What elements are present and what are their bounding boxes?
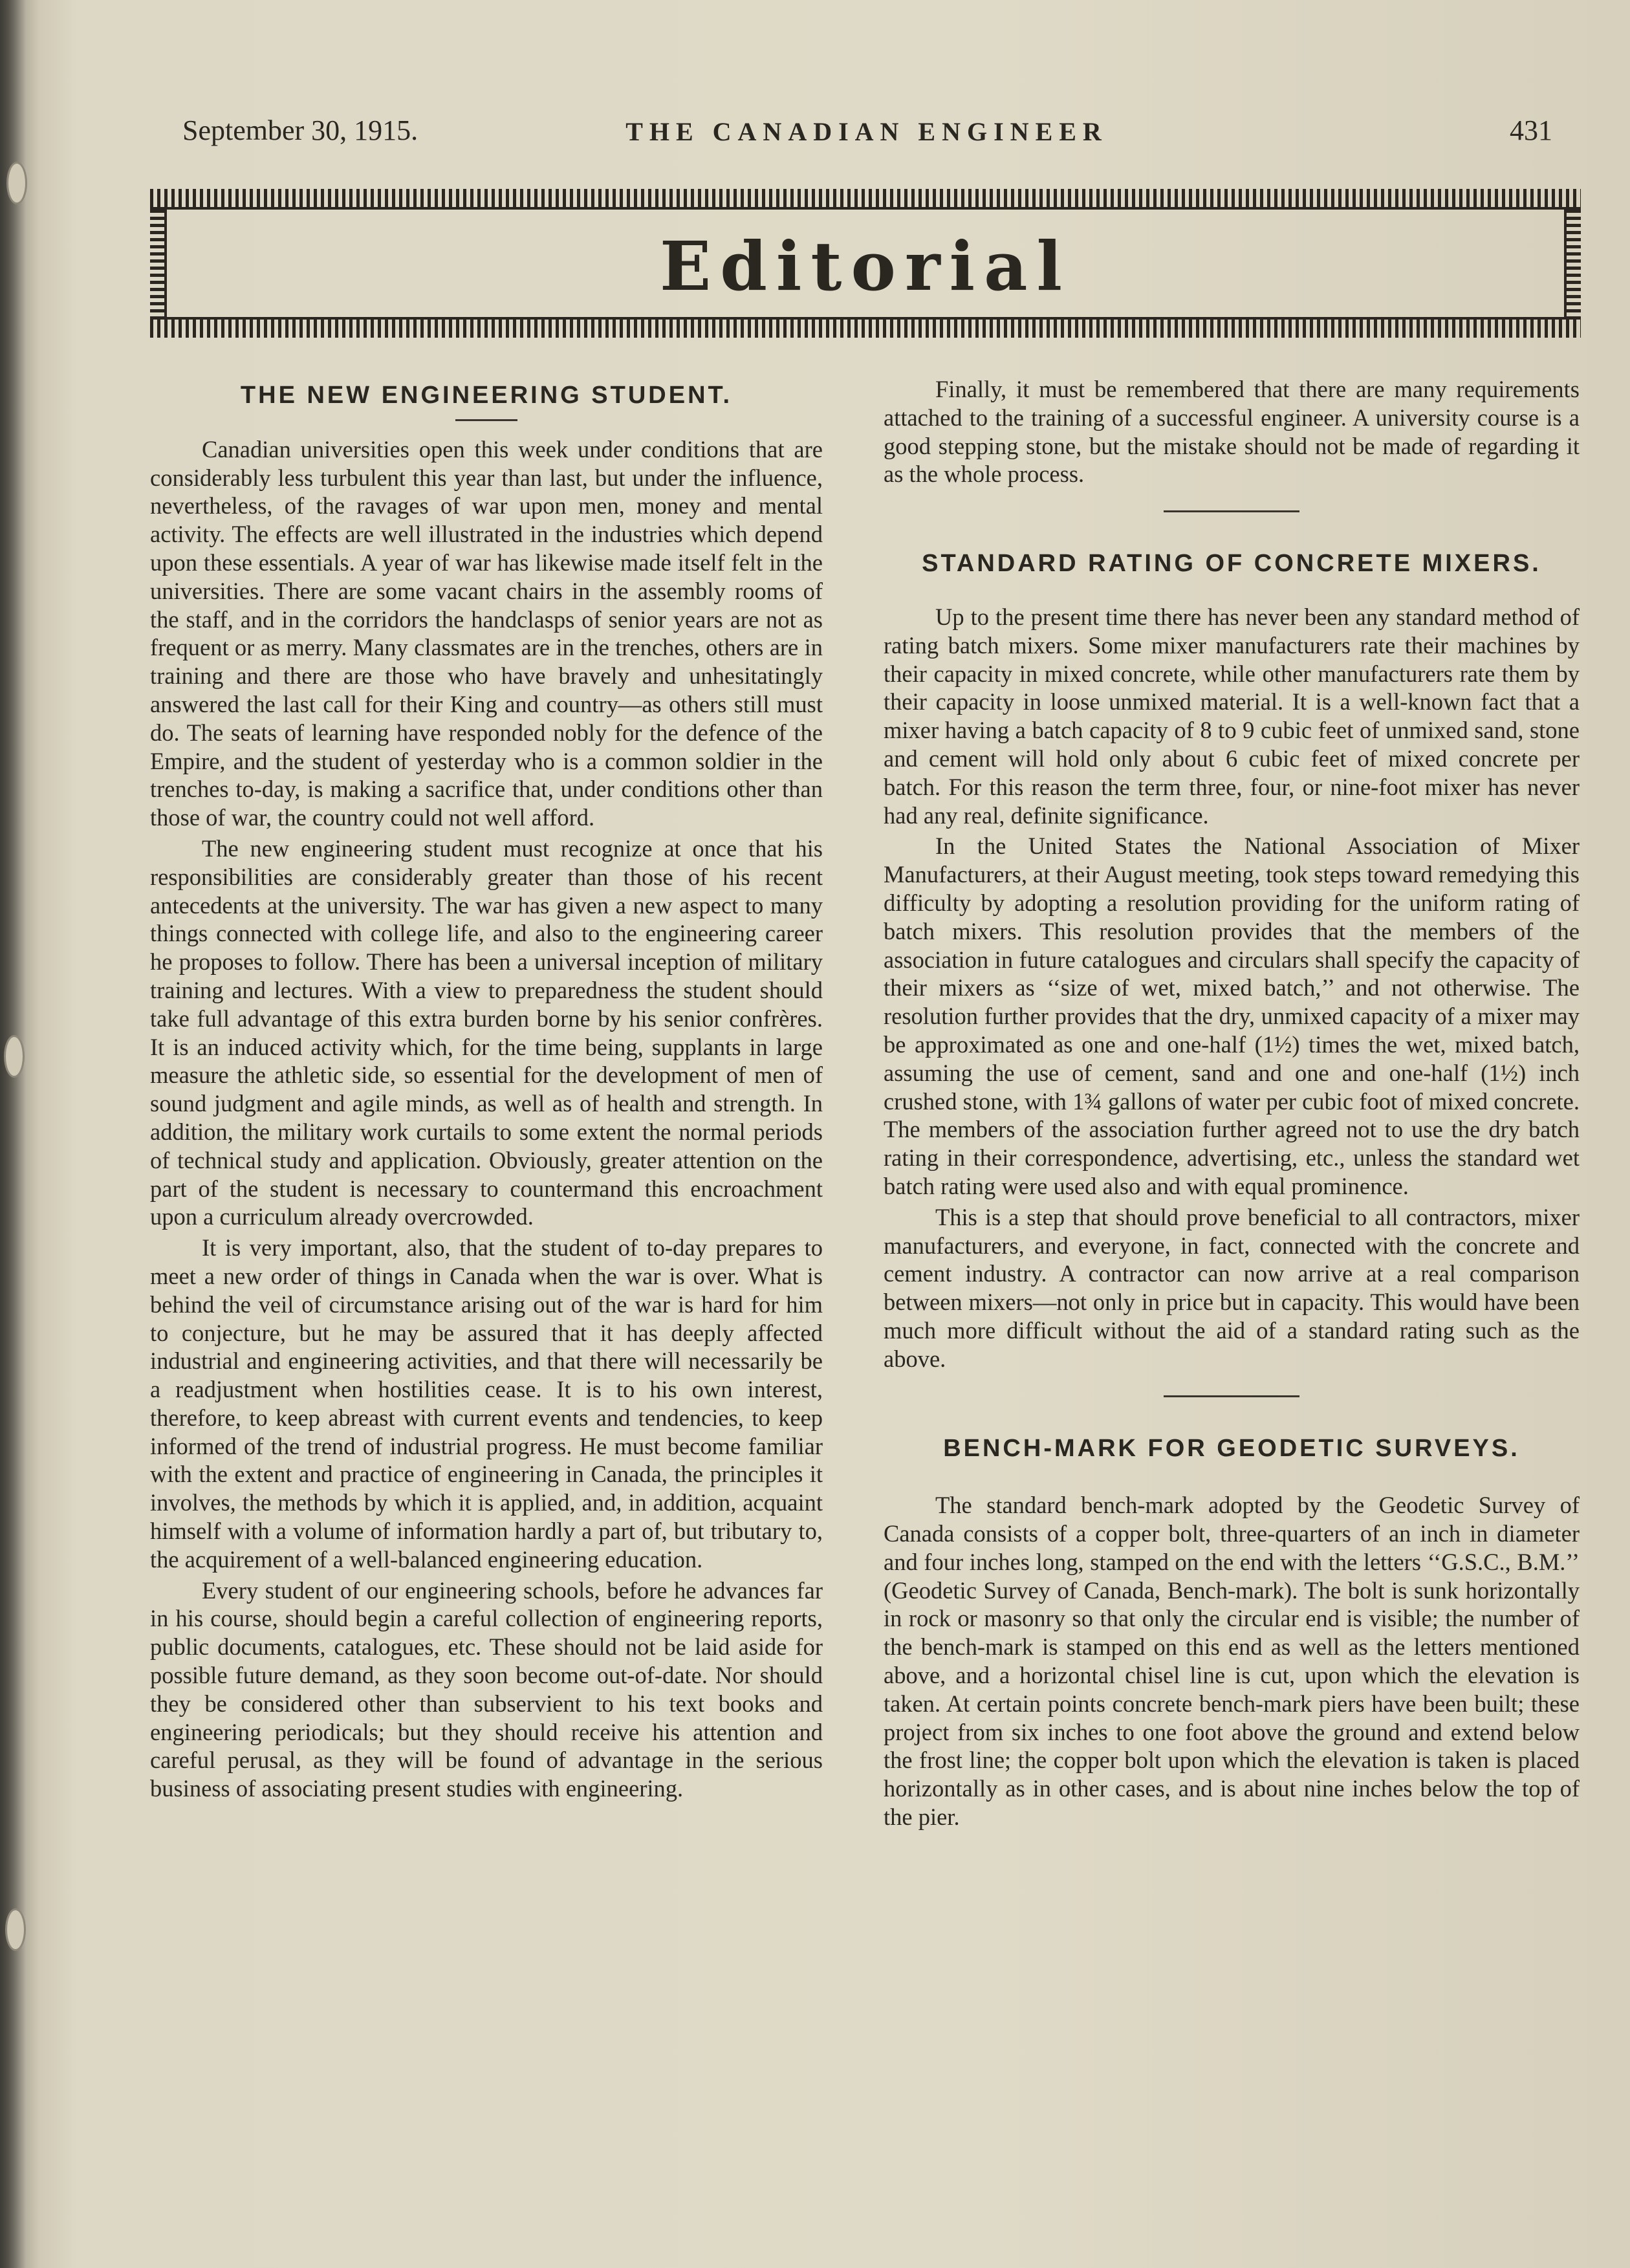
article-paragraph: The standard bench-mark adopted by the Geodetic Survey of Canada consists of a copper bolt, three-quarters of an inch in diameter and four inches long, stamped on the end with the letters ‘‘G.S.C., B.M.’’ (Geodetic Survey of Canada, Bench-mark). The bolt is sunk horizontally in rock or masonry so that only the circular end is visible; the number of the bench-mark is stamped on this end as well as the letters mentioned above, and a horizontal chisel line is cut, upon which the elevation is taken. At certain points concrete bench-mark piers have been built; these project from six inches to one foot above the ground and extend below the frost line; the copper bolt upon which the elevation is taken is placed horizontally as in other cases, and is about nine inches below the top of the pier. xyxy=(884,1492,1580,1831)
article-paragraph: Up to the present time there has never been any standard method of rating batch mixers. Some mixer manufacturers rate their machines by their capacity in mixed concrete, while other manufacturers rate them by their capacity in loose unmixed material. It is a well-known fact that a mixer having a batch capacity of 8 to 9 cubic feet of unmixed sand, stone and cement will hold only about 6 cubic feet of mixed concrete per batch. For this reason the term three, four, or nine-foot mixer has never had any real, definite significance. xyxy=(884,603,1580,829)
binding-hole xyxy=(5,1908,26,1951)
binding-hole xyxy=(6,162,27,204)
headline-rule xyxy=(455,419,517,421)
left-column xyxy=(150,375,823,1803)
banner-border-bottom xyxy=(150,317,1581,338)
issue-date: September 30, 1915. xyxy=(182,114,418,146)
article-paragraph: This is a step that should prove beneficial to all contractors, mixer manufacturers, and everyone, in fact, connected with the concrete and cement industry. A contractor can now arrive at a real comparison between mixers—not only in price but in capacity. This would have been much more difficult without the aid of a standard rating such as the above. xyxy=(884,1203,1580,1372)
article-paragraph: In the United States the National Association of Mixer Manufacturers, at their August meeting, took steps toward remedying this difficulty by adopting a resolution providing for the uniform rating of batch mixers. This resolution provides that the members of the association in future catalogues and circulars shall specify the capacity of their mixers as ‘‘size of wet, mixed batch,’’ and not otherwise. The resolution further provides that the dry, unmixed capacity of a mixer may be approximated as one and one-half (1½) times the wet, mixed batch, assuming the use of cement, sand and one and one-half (1½) inch crushed stone, with 1¾ gallons of water per cubic foot of mixed concrete. The members of the association further agreed not to use the dry batch rating in their correspondence, advertising, etc., unless the standard wet batch rating were used also and with equal prominence. xyxy=(884,833,1580,1199)
article-headline: STANDARD RATING OF CONCRETE MIXERS. xyxy=(922,550,1541,578)
running-header xyxy=(168,114,1565,159)
section-divider xyxy=(1164,510,1299,512)
article-paragraph: The new engineering student must recognize at once that his responsibilities are considerably greater than those of his recent antecedents at the university. The war has given a new aspect to many things connected with college life, and also to the engineering career he proposes to follow. There has been a universal inception of military training and lectures. With a view to preparedness the student should take full advantage of this extra burden borne by his senior confrères. It is an induced activity which, for the time being, supplants in large measure the athletic side, so essential for the development of men of sound judgment and agile minds, as well as of health and strength. In addition, the military work curtails to some extent the normal periods of technical study and application. Obviously, greater attention on the part of the student is necessary to countermand this encroachment upon a curriculum already overcrowded. xyxy=(150,834,823,1230)
page-number: 431 xyxy=(1510,114,1552,146)
banner-title: Editorial xyxy=(659,226,1072,306)
article-paragraph: Every student of our engineering schools, before he advances far in his course, should begin a careful collection of engineering reports, public documents, catalogues, etc. These should not be laid aside for possible future demand, as they soon become out-of-date. Nor should they be considered other than subservient to his text books and engineering periodicals; but they should receive his attention and careful perusal, as they will be found of advantage in the serious business of associating present studies with engineering. xyxy=(150,1576,823,1802)
article-paragraph: It is very important, also, that the student of to-day prepares to meet a new order of things in Canada when the war is over. What is behind the veil of circumstance arising out of the war is hard for him to conjecture, but he may be assured that it has deeply affected industrial and engineering activities, and that there will necessarily be a readjustment when hostilities cease. It is to his own interest, therefore, to keep abreast with current events and tendencies, to keep informed of the trend of industrial progress. He must become familiar with the extent and practice of engineering in Canada, the principles it involves, the methods by which it is applied, and, in addition, acquaint himself with a volume of information hardly a part of, but tributary to, the acquirement of a well-balanced engineering education. xyxy=(150,1234,823,1573)
article-paragraph: Finally, it must be remembered that there are many requirements attached to the training of a successful engineer. A university course is a good stepping stone, but the mistake should not be made of regarding it as the whole process. xyxy=(884,376,1580,488)
article-paragraph: Canadian universities open this week under conditions that are considerably less turbulent this year than last, but under the influence, nevertheless, of the ravages of war upon men, money and mental activity. The effects are well illustrated in the industries which depend upon these essentials. A year of war has likewise made itself felt in the universities. There are some vacant chairs in the assembly rooms of the staff, and in the corridors the handclasps of senior years are not as frequent or as merry. Many classmates are in the trenches, others are in training and there are those who have bravely and unhesitatingly answered the last call for their King and country—as others still must do. The seats of learning have responded nobly for the defence of the Empire, and the student of yesterday who is a common soldier in the trenches to-day, is making a sacrifice that, under conditions other than those of war, the country could not well afford. xyxy=(150,435,823,831)
section-divider xyxy=(1164,1395,1299,1397)
article-headline: BENCH-MARK FOR GEODETIC SURVEYS. xyxy=(943,1434,1520,1462)
editorial-banner xyxy=(150,189,1581,338)
journal-title: THE CANADIAN ENGINEER xyxy=(625,117,1108,146)
right-column xyxy=(884,375,1580,1831)
binding-hole xyxy=(4,1035,25,1078)
banner-border-top xyxy=(150,189,1581,210)
article-headline: THE NEW ENGINEERING STUDENT. xyxy=(240,382,733,409)
